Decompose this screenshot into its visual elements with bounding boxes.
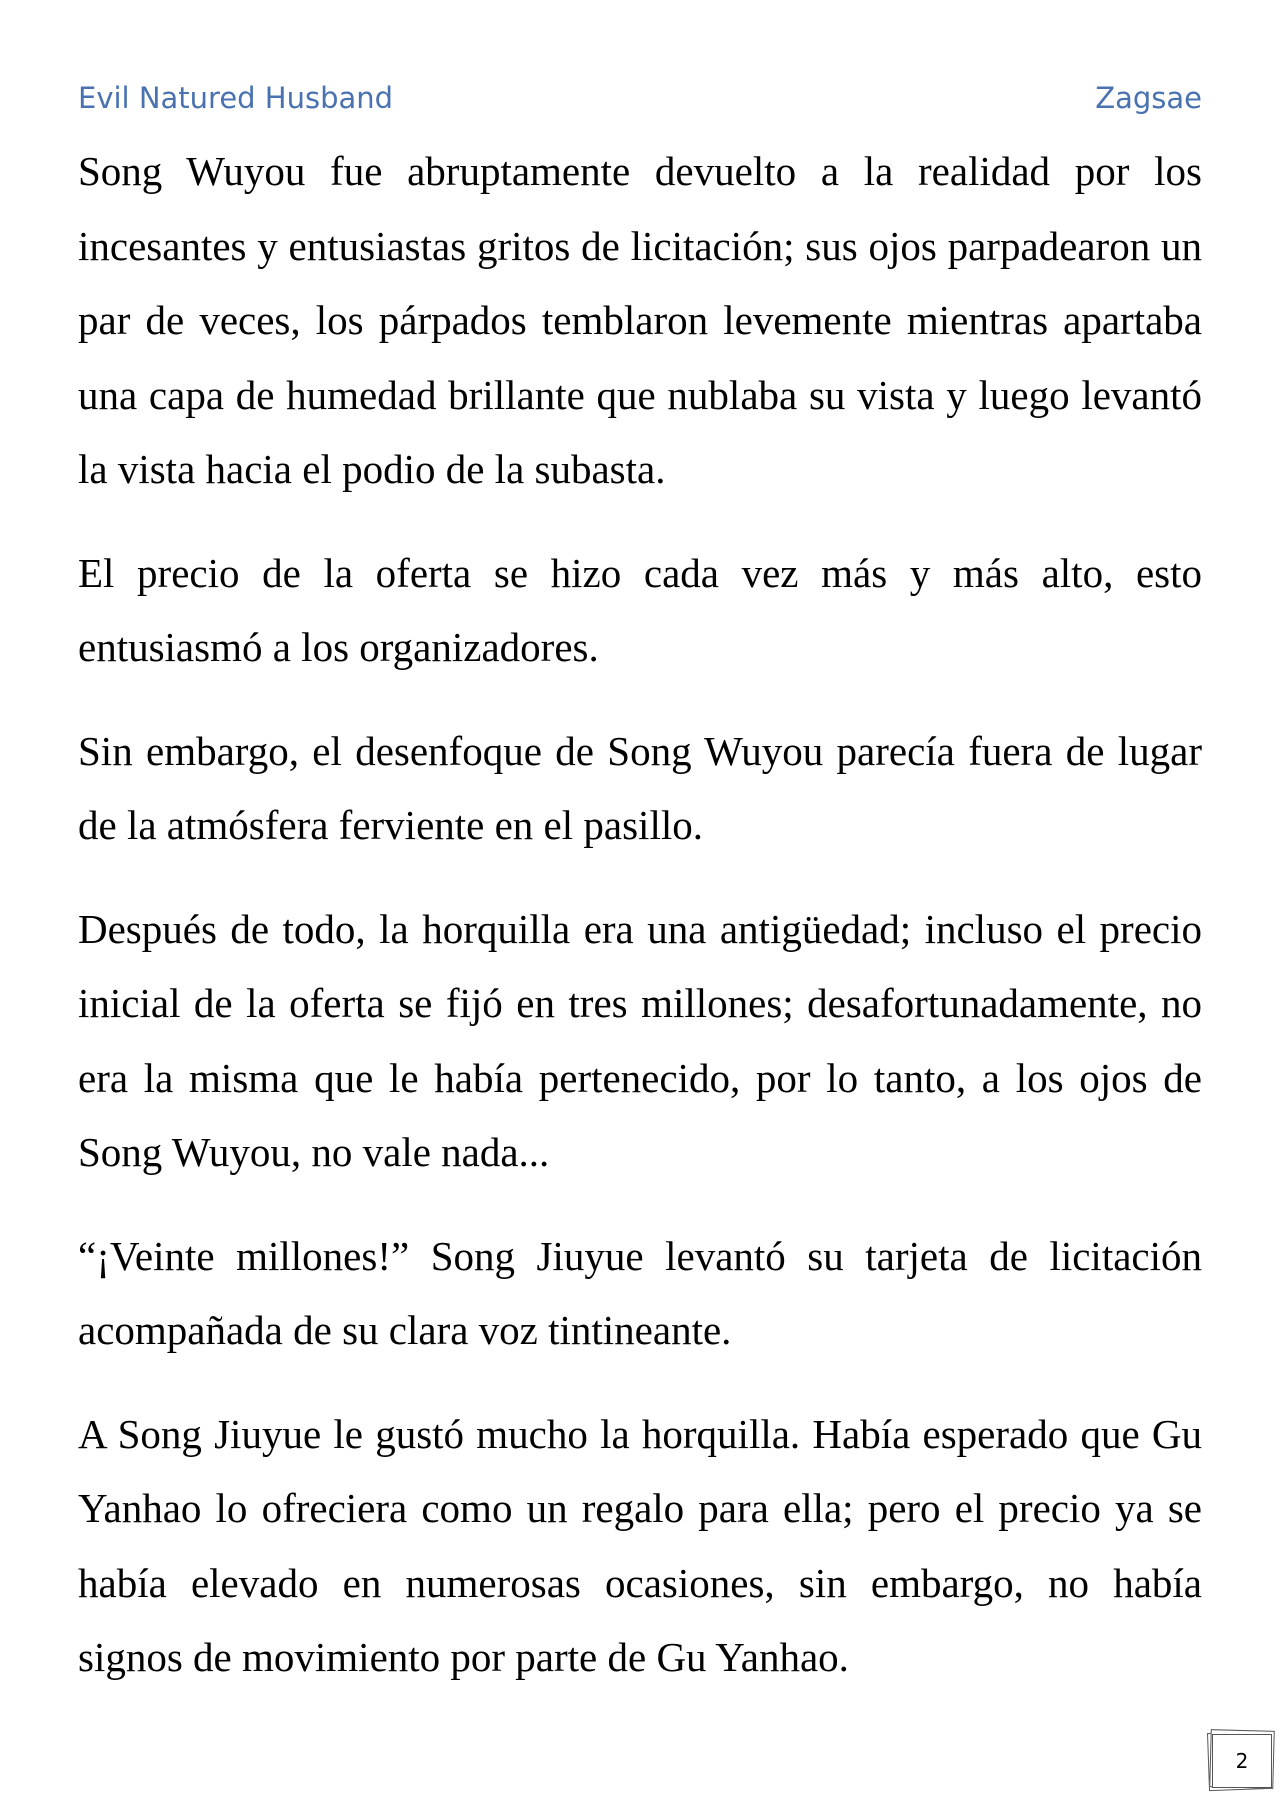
page-number: 2 xyxy=(1212,1734,1272,1788)
header-author: Zagsae xyxy=(1095,81,1202,115)
paragraph: “¡Veinte millones!” Song Jiuyue levantó su tarjeta de licitación acompañada de su clara voz tintineante. xyxy=(78,1232,1202,1353)
header-book-title: Evil Natured Husband xyxy=(78,81,394,115)
page-body xyxy=(78,134,1202,1724)
paragraph: El precio de la oferta se hizo cada vez más y más alto, esto entusiasmó a los organizadores. xyxy=(78,549,1202,670)
paragraph: A Song Jiuyue le gustó mucho la horquilla. Había esperado que Gu Yanhao lo ofreciera como un regalo para ella; pero el precio ya se había elevado en numerosas ocasiones, sin embargo, no había signos de movimiento por parte de Gu Yanhao. xyxy=(78,1410,1202,1680)
paragraph: Después de todo, la horquilla era una antigüedad; incluso el precio inicial de la oferta se fijó en tres millones; desafortunadamente, no era la misma que le había pertenecido, por lo tanto, a los ojos de Song Wuyou, no vale nada... xyxy=(78,905,1202,1175)
page-header xyxy=(78,76,1202,120)
paragraph: Sin embargo, el desenfoque de Song Wuyou parecía fuera de lugar de la atmósfera ferviente en el pasillo. xyxy=(78,727,1202,848)
page-number-badge xyxy=(1206,1728,1274,1788)
paragraph: Song Wuyou fue abruptamente devuelto a la realidad por los incesantes y entusiastas gritos de licitación; sus ojos parpadearon un par de veces, los párpados temblaron levemente mientras apartaba una capa de humedad brillante que nublaba su vista y luego levantó la vista hacia el podio de la subasta. xyxy=(78,148,1202,492)
